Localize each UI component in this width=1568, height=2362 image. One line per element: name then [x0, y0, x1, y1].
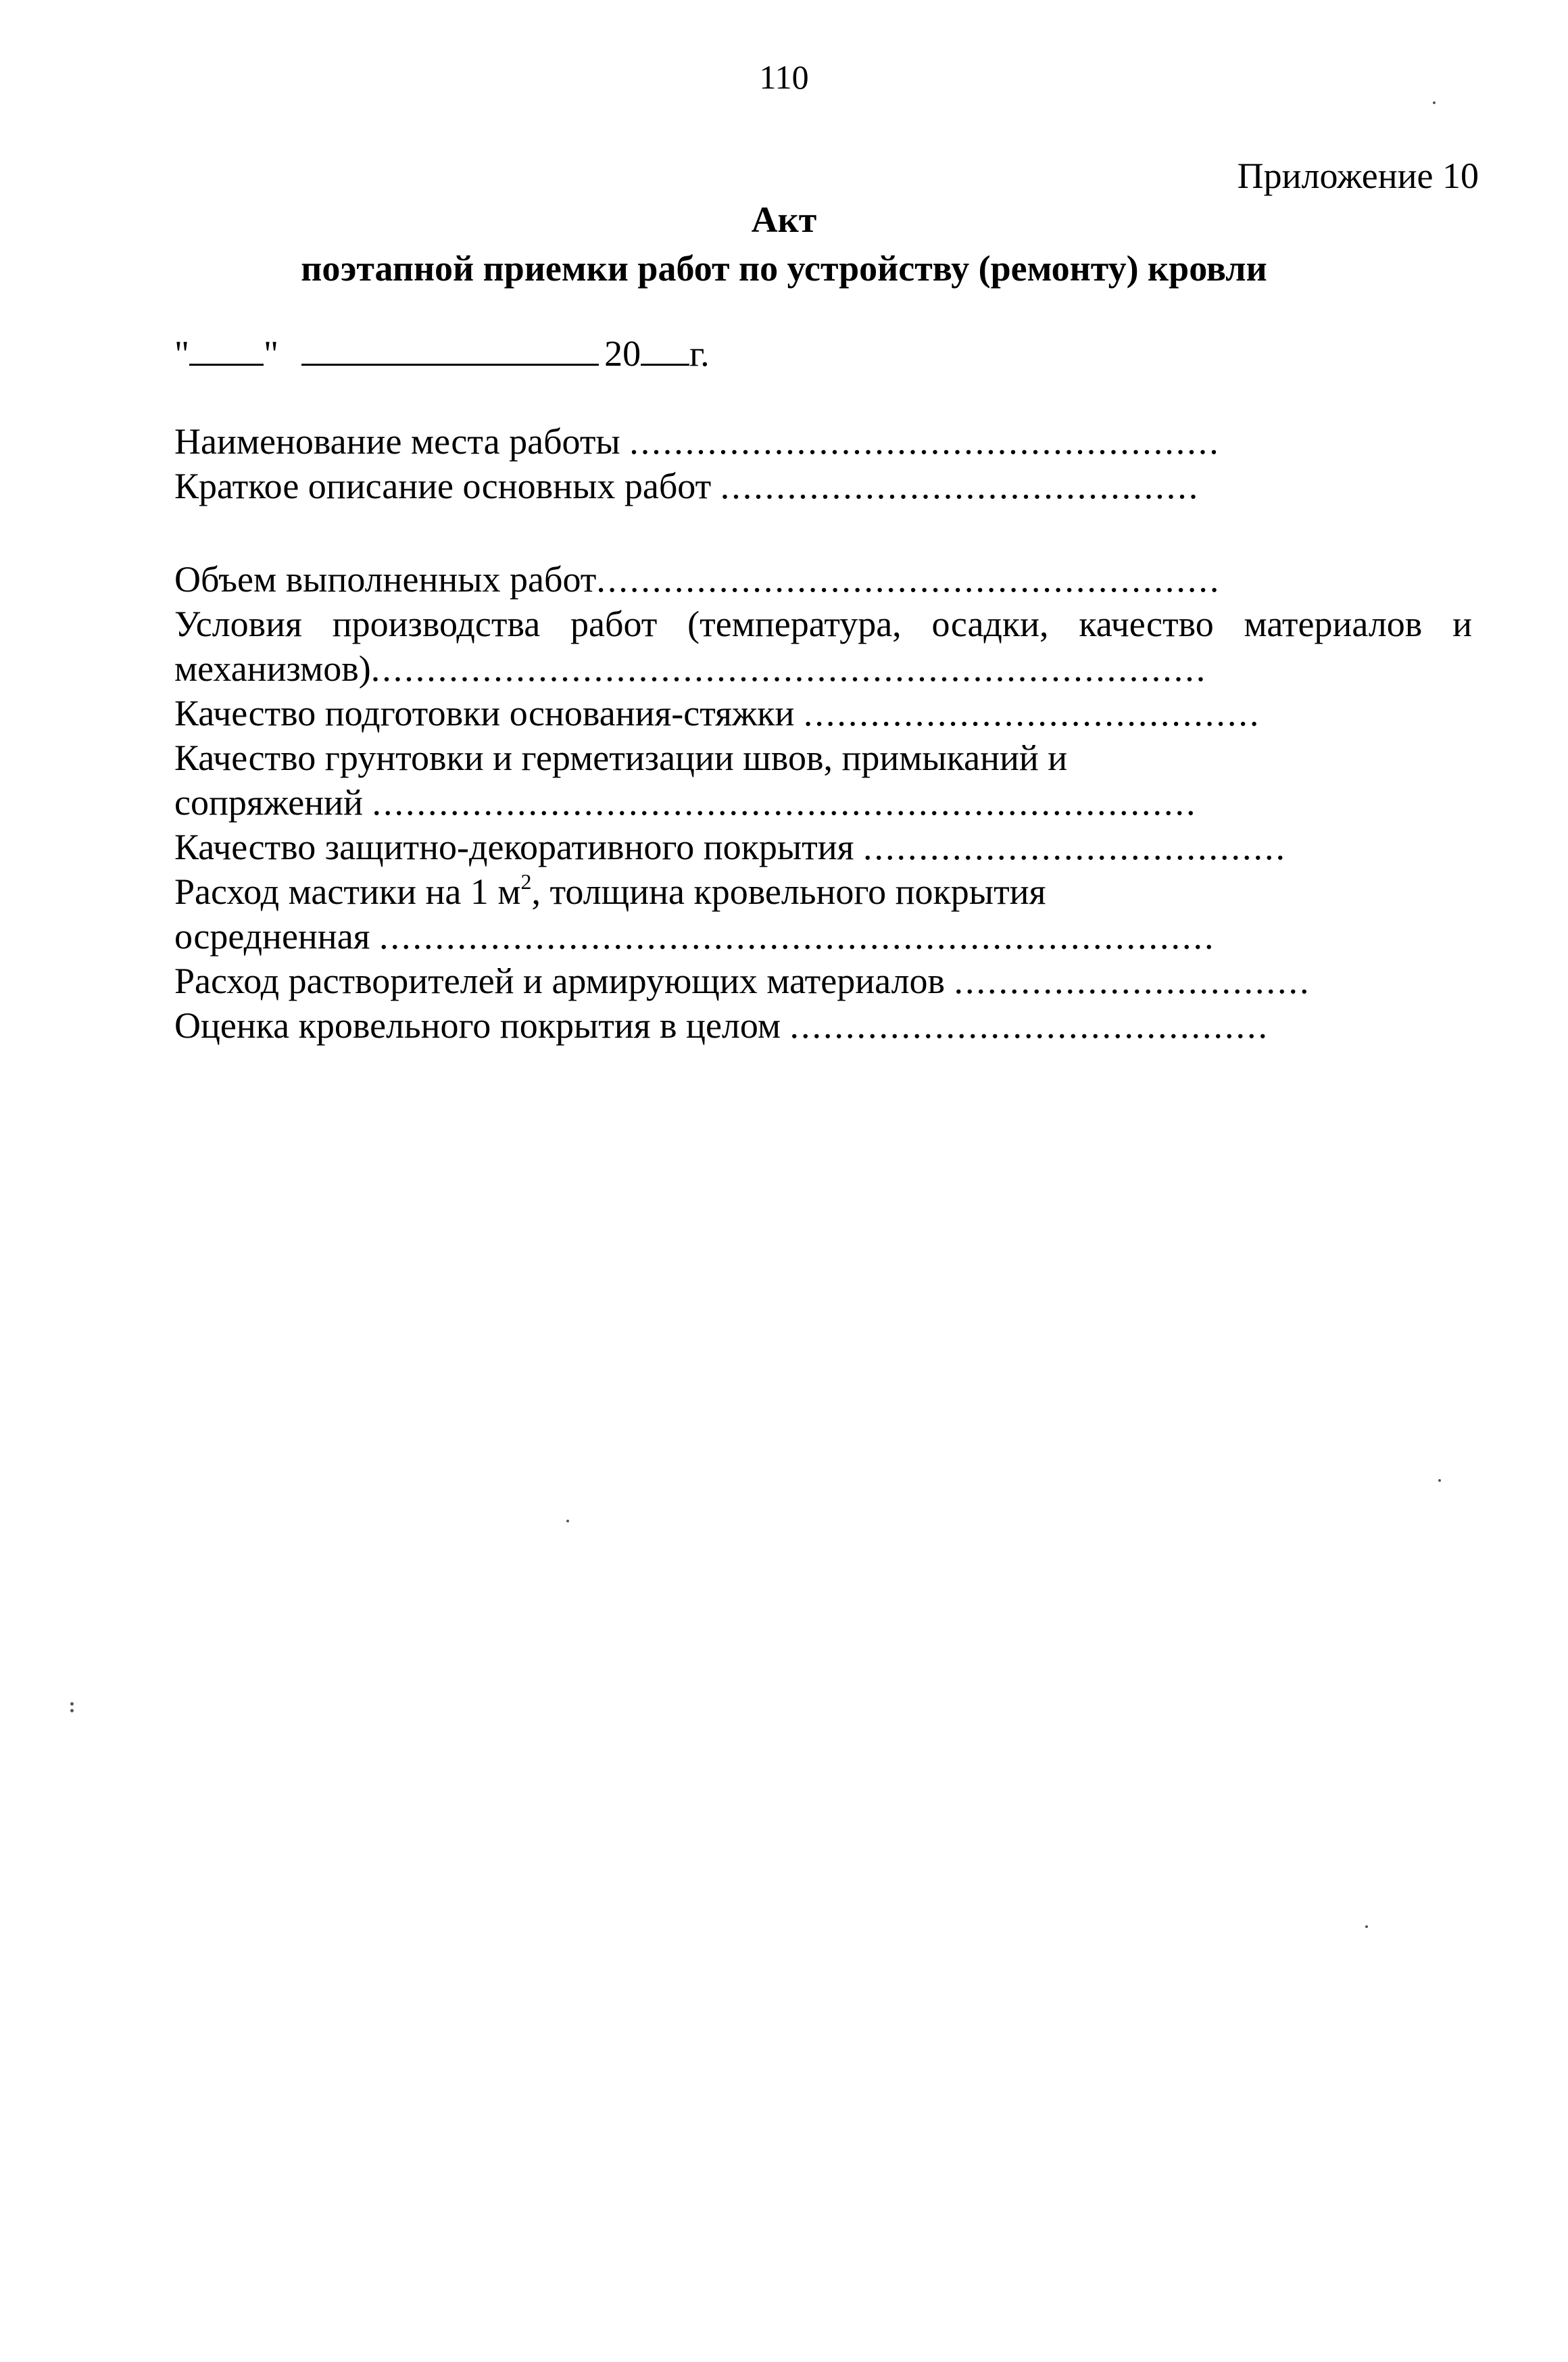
- day-blank: [189, 334, 264, 366]
- field-dots: ...........................................: [720, 466, 1200, 506]
- field-primer-line1: [174, 736, 1472, 780]
- quote-open: ": [174, 333, 190, 374]
- field-dots: ...........................................................................: [370, 648, 1208, 689]
- field-label: сопряжений: [174, 782, 363, 823]
- scan-speck: [70, 1702, 74, 1706]
- field-mastic-line1: [174, 869, 1472, 914]
- field-base-quality: [174, 691, 1472, 736]
- spacer: [174, 508, 1472, 557]
- year-blank: [641, 334, 689, 366]
- field-dots: ...........................................................................: [379, 916, 1216, 957]
- field-conditions-line2: [174, 646, 1472, 691]
- field-label: Краткое описание основных работ: [174, 466, 712, 506]
- page-number: 110: [759, 58, 809, 96]
- field-dots: ......................................: [863, 827, 1287, 867]
- field-work-place: [174, 419, 1472, 464]
- form-fields: [174, 419, 1472, 1048]
- field-label: Качество грунтовки и герметизации швов, примыканий и: [174, 738, 1068, 778]
- field-primer-line2: [174, 780, 1472, 825]
- field-overall: [174, 1003, 1472, 1048]
- field-label-continued: , толщина кровельного покрытия: [531, 871, 1046, 912]
- quote-close: ": [264, 333, 279, 374]
- scan-speck: [1433, 101, 1436, 104]
- year-prefix: 20: [604, 333, 641, 374]
- scan-speck: [1438, 1479, 1441, 1482]
- field-label: Расход мастики на 1 м: [174, 871, 521, 912]
- field-label: Качество защитно-декоративного покрытия: [174, 827, 854, 867]
- document-subtitle: поэтапной приемки работ по устройству (ремонту) кровли: [301, 248, 1267, 289]
- field-conditions-line1: Условия производства работ (температура, осадки, качество материалов и: [174, 604, 1472, 644]
- field-dots: .........................................: [803, 693, 1261, 733]
- field-protective-coating: [174, 825, 1472, 869]
- field-brief-description: [174, 464, 1472, 508]
- year-suffix: г.: [689, 333, 710, 374]
- date-line: [174, 330, 710, 377]
- scan-speck: [566, 1520, 569, 1522]
- field-dots: ..........................................................................: [372, 782, 1198, 823]
- field-dots: .....................................................: [629, 421, 1221, 462]
- field-label: Объем выполненных работ: [174, 559, 597, 600]
- field-dots: ................................: [954, 961, 1311, 1001]
- field-label: Оценка кровельного покрытия в целом: [174, 1005, 781, 1046]
- field-label: Расход растворителей и армирующих материалов: [174, 961, 946, 1001]
- field-solvents: [174, 959, 1472, 1003]
- field-label: Наименование места работы: [174, 421, 620, 462]
- document-title: Акт: [751, 199, 817, 240]
- month-blank: [301, 334, 599, 366]
- field-volume: [174, 557, 1472, 602]
- field-dots: ...........................................: [789, 1005, 1270, 1046]
- field-mastic-line2: [174, 914, 1472, 959]
- superscript: 2: [520, 869, 532, 894]
- field-label: Качество подготовки основания-стяжки: [174, 693, 795, 733]
- field-label: осредненная: [174, 916, 370, 957]
- field-dots: ........................................................: [596, 559, 1221, 600]
- appendix-label: Приложение 10: [1237, 155, 1479, 196]
- field-label: механизмов): [174, 648, 371, 689]
- scan-speck: [1365, 1925, 1368, 1928]
- scan-speck: [70, 1709, 74, 1712]
